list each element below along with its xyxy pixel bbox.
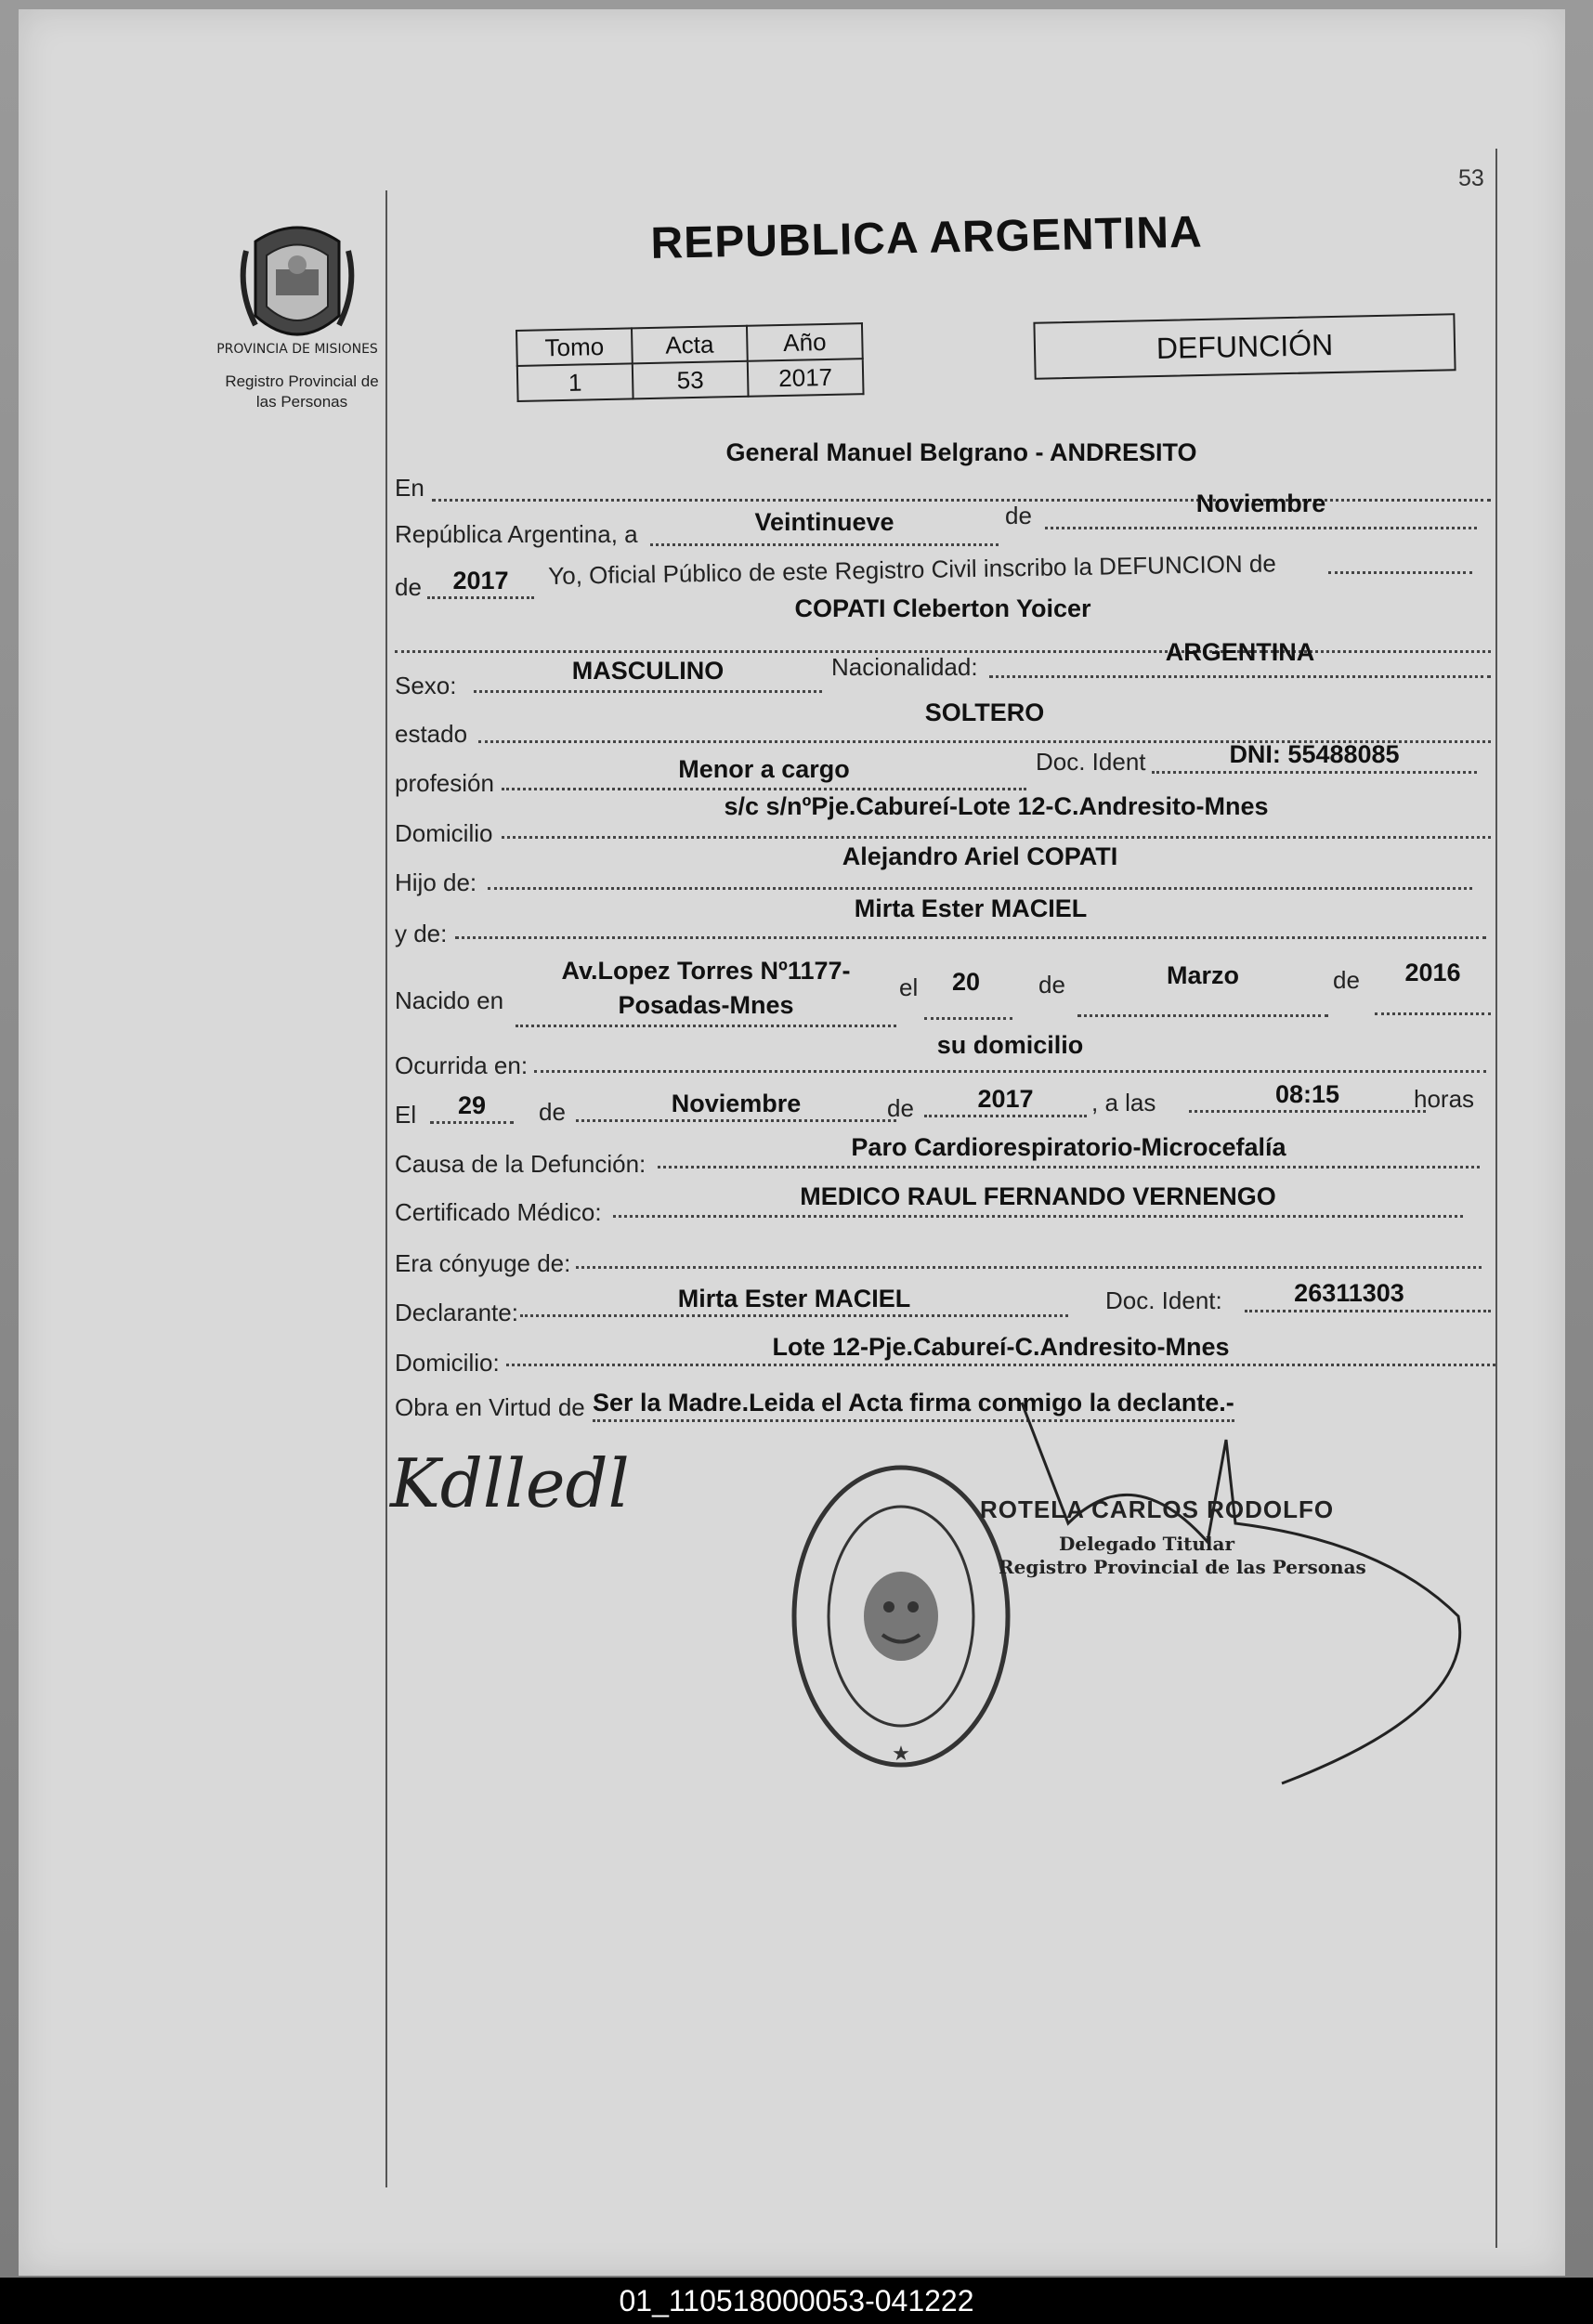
dots-causa (658, 1166, 1480, 1169)
dots-certificado (613, 1215, 1463, 1218)
label-hijo-de: Hijo de: (395, 868, 477, 896)
label-conyuge: Era cónyuge de: (395, 1249, 571, 1277)
dots-sexo (474, 690, 822, 693)
dots-declarante (520, 1314, 1068, 1317)
label-profesion: profesión (395, 769, 494, 797)
ref-value-acta: 53 (633, 361, 749, 399)
label-de2: de (395, 573, 422, 601)
label-en: En (395, 474, 424, 502)
value-declarante: Mirta Ester MACIEL (677, 1285, 911, 1312)
value-nac-anio: 2016 (1404, 959, 1461, 986)
dots-profesion (502, 788, 1026, 790)
value-def-mes: Noviembre (671, 1090, 802, 1117)
label-sexo: Sexo: (395, 672, 457, 699)
ref-header-tomo: Tomo (516, 328, 633, 366)
label-nacionalidad: Nacionalidad: (831, 653, 978, 681)
document-page (19, 9, 1565, 2276)
value-def-dia: 29 (457, 1091, 487, 1119)
value-hora: 08:15 (1274, 1080, 1340, 1108)
value-nacionalidad: ARGENTINA (1165, 638, 1315, 666)
value-profesion: Menor a cargo (678, 755, 850, 783)
label-certificado: Certificado Médico: (395, 1198, 602, 1226)
label-domicilio: Domicilio (395, 819, 493, 847)
value-ocurrida: su domicilio (936, 1031, 1084, 1059)
label-ocurrida-en: Ocurrida en: (395, 1051, 529, 1079)
dots-nac-dia (924, 1017, 1012, 1020)
label-y-de: y de: (395, 920, 448, 947)
dots-def-dia (430, 1121, 514, 1124)
value-anio: 2017 (452, 567, 509, 594)
value-domicilio: s/c s/nºPje.Cabureí-Lote 12-C.Andresito-Mnes (724, 792, 1269, 820)
dots-inscribo-end (1328, 571, 1472, 574)
dots-padre (488, 887, 1472, 890)
dots-nacionalidad (989, 675, 1491, 678)
logo-caption-line2: las Personas (255, 393, 348, 411)
dots-declarante-domicilio (506, 1364, 1495, 1366)
declarante-signature: Kdlledl (390, 1444, 630, 1522)
dots-nac-mes (1077, 1014, 1328, 1017)
label-obra: Obra en Virtud de (395, 1393, 585, 1421)
label-estado: estado (395, 720, 468, 748)
label-de: de (1005, 502, 1032, 529)
label-domicilio2: Domicilio: (395, 1349, 500, 1377)
official-name: ROTELA CARLOS RODOLFO (980, 1495, 1335, 1523)
value-nombre: COPATI Cleberton Yoicer (794, 594, 1091, 622)
value-declarante-domicilio: Lote 12-Pje.Cabureí-C.Andresito-Mnes (772, 1333, 1230, 1361)
value-nac-mes: Marzo (1166, 961, 1239, 989)
value-def-anio: 2017 (977, 1085, 1034, 1113)
value-nacido-line1: Av.Lopez Torres Nº1177- (561, 957, 851, 985)
value-nacido-line2: Posadas-Mnes (618, 991, 794, 1019)
dots-mes (1045, 527, 1477, 529)
dots-doc (1152, 771, 1477, 774)
label-de-c: de (539, 1098, 566, 1126)
official-signature-scrawl (994, 1403, 1477, 1793)
label-republica-a: República Argentina, a (395, 520, 638, 548)
value-sexo: MASCULINO (571, 657, 725, 685)
ref-header-anio: Año (747, 323, 863, 361)
dots-nac-anio (1375, 1012, 1491, 1015)
ref-value-tomo: 1 (517, 363, 633, 401)
dots-declarante-doc (1245, 1310, 1491, 1312)
dots-def-mes (576, 1119, 896, 1122)
label-inscribo: Yo, Oficial Público de este Registro Civil inscribo la DEFUNCION de (548, 549, 1277, 590)
dots-dia-texto (650, 543, 999, 546)
label-de-a: de (1038, 971, 1065, 999)
dots-domicilio (502, 836, 1491, 839)
value-dia-texto: Veintinueve (754, 508, 894, 536)
value-estado: SOLTERO (924, 699, 1045, 726)
dots-def-anio (924, 1115, 1087, 1117)
official-role: Delegado Titular (1059, 1533, 1234, 1555)
label-el: el (899, 973, 919, 1001)
dots-madre (455, 936, 1486, 939)
official-office: Registro Provincial de las Personas (999, 1556, 1366, 1578)
right-margin-line (1495, 149, 1497, 2248)
value-obra: Ser la Madre.Leida el Acta firma conmigo la declante.- (593, 1389, 1234, 1422)
dots-ocurrida (534, 1070, 1486, 1073)
ref-value-anio: 2017 (748, 359, 864, 397)
label-a-las: , a las (1091, 1089, 1156, 1116)
record-reference-table (516, 322, 865, 402)
label-el2: El (395, 1101, 417, 1129)
page-title: REPUBLICA ARGENTINA (650, 207, 1204, 268)
logo-seal-text: PROVINCIA DE MISIONES (216, 342, 378, 357)
svg-text:★: ★ (892, 1743, 910, 1766)
ref-header-acta: Acta (632, 326, 748, 364)
value-mes: Noviembre (1195, 490, 1326, 517)
value-padre: Alejandro Ariel COPATI (842, 842, 1118, 870)
dots-conyuge (576, 1266, 1482, 1269)
page-number: 53 (1458, 165, 1484, 191)
provincia-de-misiones-coat-of-arms-icon (216, 214, 378, 362)
label-de-d: de (887, 1094, 914, 1122)
value-declarante-doc: 26311303 (1294, 1279, 1404, 1307)
dots-nacido (516, 1025, 896, 1027)
label-declarante: Declarante: (395, 1299, 518, 1326)
value-nac-dia: 20 (951, 968, 981, 996)
document-type-box: DEFUNCIÓN (1033, 313, 1456, 379)
logo-caption-line1: Registro Provincial de (225, 372, 379, 390)
dots-hora (1189, 1110, 1426, 1113)
label-causa: Causa de la Defunción: (395, 1150, 646, 1178)
label-horas: horas (1414, 1085, 1475, 1113)
value-lugar: General Manuel Belgrano - ANDRESITO (725, 438, 1197, 466)
label-de-b: de (1333, 966, 1360, 994)
label-nacido-en: Nacido en (395, 986, 504, 1014)
value-certificado: MEDICO RAUL FERNANDO VERNENGO (800, 1182, 1276, 1210)
value-causa: Paro Cardiorespiratorio-Microcefalía (851, 1133, 1286, 1161)
label-doc-ident2: Doc. Ident: (1105, 1286, 1222, 1314)
logo-caption (209, 372, 395, 412)
label-doc-ident: Doc. Ident (1036, 748, 1146, 776)
value-madre: Mirta Ester MACIEL (854, 894, 1088, 922)
value-doc: DNI: 55488085 (1229, 740, 1400, 768)
scan-footer: 01_110518000053-041222 (0, 2278, 1593, 2324)
left-margin-line (385, 190, 387, 2187)
